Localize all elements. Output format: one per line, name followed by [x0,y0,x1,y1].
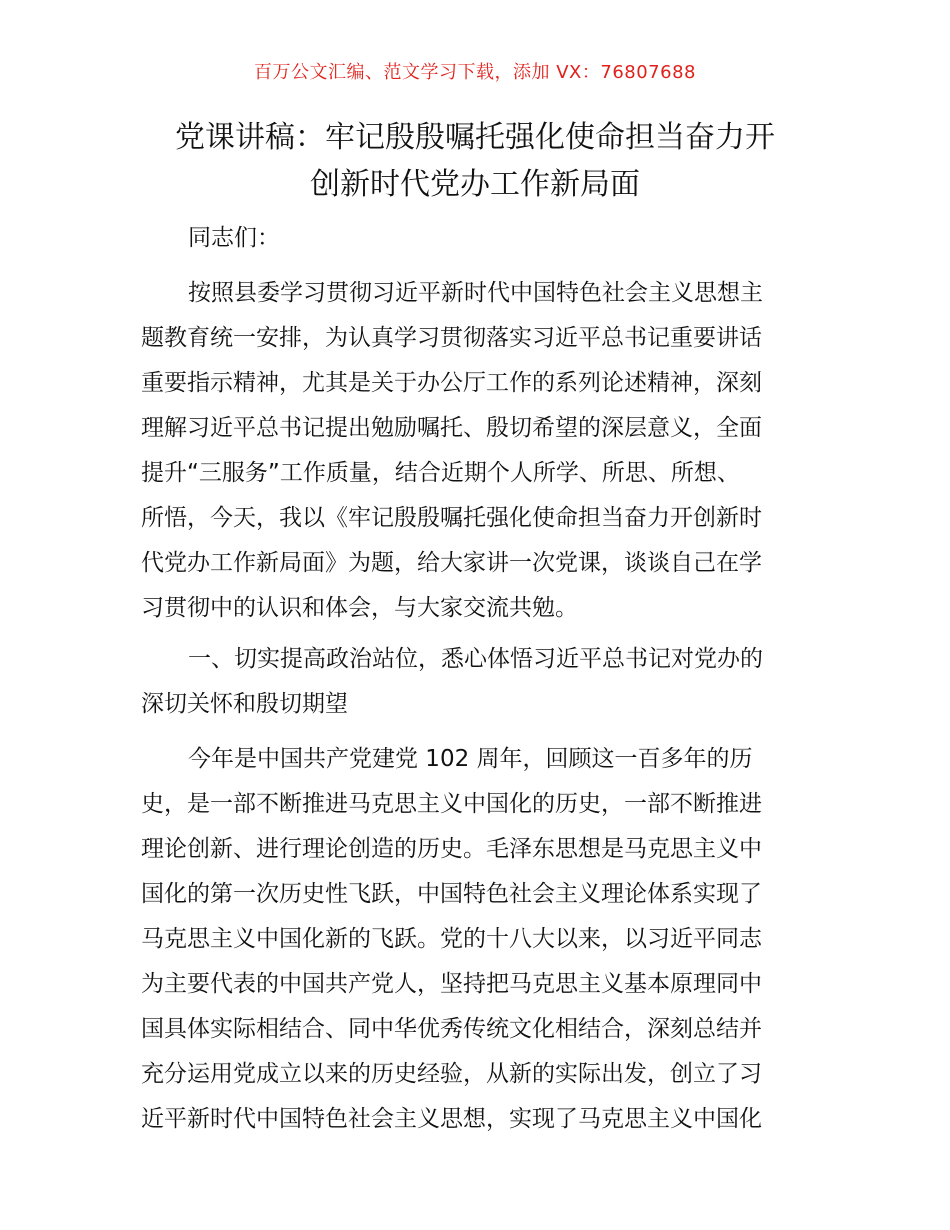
paragraph-line: 国具体实际相结合、同中华优秀传统文化相结合，深刻总结并 [141,1016,762,1042]
paragraph-line: 代党办工作新局面》为题，给大家讲一次党课，谈谈自己在学 [141,550,762,576]
paragraph-line: 近平新时代中国特色社会主义思想，实现了马克思主义中国化 [141,1106,762,1132]
paragraph-line: 习贯彻中的认识和体会，与大家交流共勉。 [141,595,578,621]
paragraph-line: 重要指示精神，尤其是关于办公厅工作的系列论述精神，深刻 [141,370,762,396]
heading-line: 深切关怀和殷切期望 [141,691,348,717]
paragraph-line: 为主要代表的中国共产党人，坚持把马克思主义基本原理同中 [141,971,762,997]
paragraph-line: 提升“三服务”工作质量，结合近期个人所学、所思、所想、 [141,460,740,486]
paragraph-intro [141,271,811,631]
header-banner: 百万公文汇编、范文学习下载，添加 VX：76807688 [254,62,696,83]
section-heading [141,637,811,727]
heading-line: 一、切实提高政治站位，悉心体悟习近平总书记对党办的 [188,646,763,672]
paragraph-line: 充分运用党成立以来的历史经验，从新的实际出发，创立了习 [141,1061,762,1087]
document-title [120,114,830,208]
paragraph-line: 国化的第一次历史性飞跃，中国特色社会主义理论体系实现了 [141,881,762,907]
paragraph-line: 史，是一部不断推进马克思主义中国化的历史，一部不断推进 [141,791,762,817]
paragraph-line: 今年是中国共产党建党 102 周年，回顾这一百多年的历 [188,746,753,772]
greeting [141,216,811,261]
paragraph-line: 题教育统一安排，为认真学习贯彻落实习近平总书记重要讲话 [141,325,762,351]
paragraph-history [141,737,811,1142]
paragraph-line: 按照县委学习贯彻习近平新时代中国特色社会主义思想主 [188,280,763,306]
paragraph-line: 理论创新、进行理论创造的历史。毛泽东思想是马克思主义中 [141,836,762,862]
paragraph-line: 所悟，今天，我以《牢记殷殷嘱托强化使命担当奋力开创新时 [141,505,762,531]
document-body [141,216,811,1148]
greeting-text: 同志们： [188,225,280,251]
paragraph-line: 马克思主义中国化新的飞跃。党的十八大以来，以习近平同志 [141,926,762,952]
title-line: 创新时代党办工作新局面 [310,167,640,202]
title-line: 党课讲稿：牢记殷殷嘱托强化使命担当奋力开 [175,120,775,155]
paragraph-line: 理解习近平总书记提出勉励嘱托、殷切希望的深层意义，全面 [141,415,762,441]
